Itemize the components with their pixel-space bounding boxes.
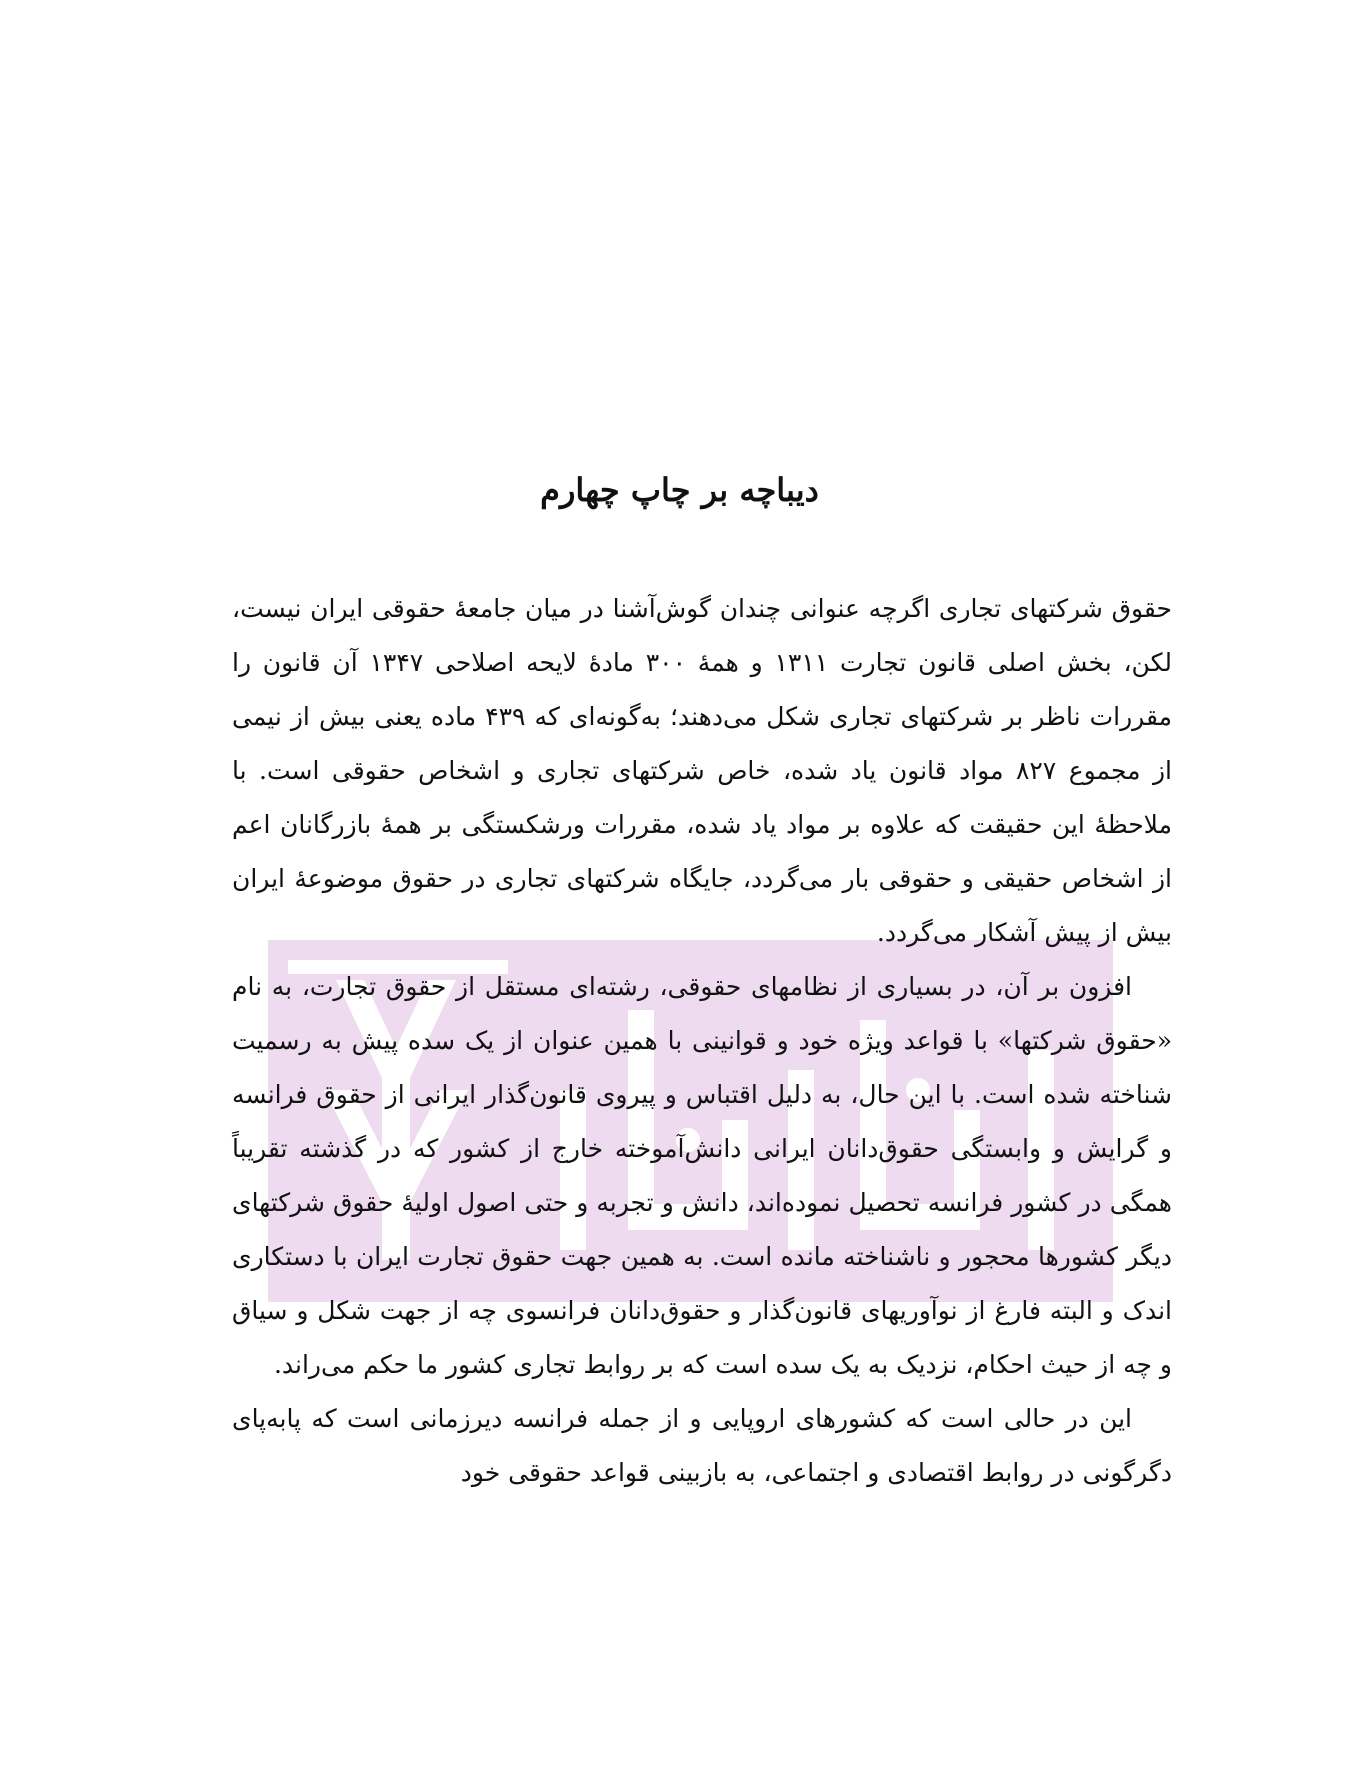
paragraph-1: حقوق شرکتهای تجاری اگرچه عنوانی چندان گوش‌آشنا در میان جامعهٔ حقوقی ایران نیست، لکن، بخش اصلی قانون تجارت ۱۳۱۱ و همهٔ ۳۰۰ مادهٔ لایحه اصلاحی ۱۳۴۷ آن قانون را مقررات ناظر بر شرکتهای تجاری شکل می‌دهند؛ به‌گونه‌ای که ۴۳۹ ماده یعنی بیش از نیمی از مجموع ۸۲۷ مواد قانون یاد شده، خاص شرکتهای تجاری و اشخاص حقوقی است. با ملاحظهٔ این حقیقت که علاوه بر مواد یاد شده، مقررات ورشکستگی بر همهٔ بازرگانان اعم از اشخاص حقیقی و حقوقی بار می‌گردد، جایگاه شرکتهای تجاری در حقوق موضوعهٔ ایران بیش از پیش آشکار می‌گردد. [232, 594, 1173, 947]
page-title: دیباچه بر چاپ چهارم [540, 471, 819, 509]
paragraph-2: افزون بر آن، در بسیاری از نظامهای حقوقی، رشته‌ای مستقل از حقوق تجارت، به نام «حقوق شرکتها» با قواعد ویژه خود و قوانینی با همین عنوان از یک سده پیش به رسمیت شناخته شده است. با این حال، به دلیل اقتباس و پیروی قانون‌گذار ایرانی از حقوق فرانسه و گرایش و وابستگی حقوق‌دانان ایرانی دانش‌آموخته خارج از کشور که در گذشته تقریباً همگی در کشور فرانسه تحصیل نموده‌اند، دانش و تجربه و حتی اصول اولیهٔ حقوق شرکتهای دیگر کشورها محجور و ناشناخته مانده است. به همین جهت حقوق تجارت ایران با دستکاری اندک و البته فارغ از نوآوریهای قانون‌گذار و حقوق‌دانان فرانسوی چه از جهت شکل و سیاق و چه از حیث احکام، نزدیک به یک سده است که بر روابط تجاری کشور ما حکم می‌راند. [232, 972, 1172, 1379]
paragraph-3: این در حالی است که کشورهای اروپایی و از جمله فرانسه دیرزمانی است که پابه‌پای دگرگونی در روابط اقتصادی و اجتماعی، به بازبینی قواعد حقوقی خود [232, 1404, 1172, 1487]
body-text [232, 582, 1172, 1500]
